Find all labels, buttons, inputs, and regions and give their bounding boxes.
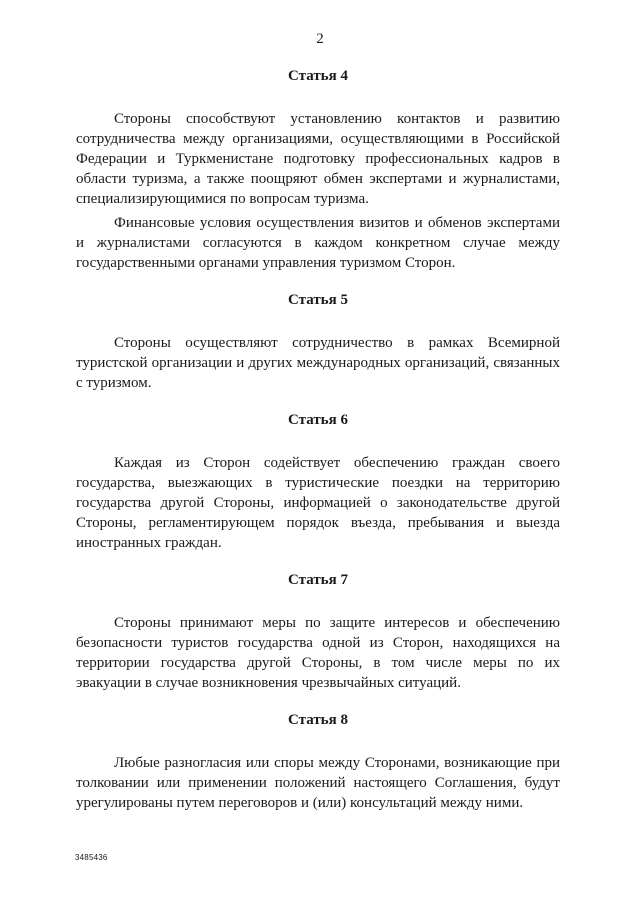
article-paragraph: Стороны способствуют установлению контактов и развитию сотрудничества между организациями, осуществляющими в Российской Федерации и Туркменистане подготовку профессиональных кадров в области туризма, а также поощряют обмен экспертами и журналистами, специализирующимися по вопросам туризма. [76,111,560,207]
page-number: 2 [316,31,324,47]
article-heading: Статья 4 [288,68,348,84]
article-5 [76,290,560,393]
article-paragraph: Любые разногласия или споры между Сторонами, возникающие при толковании или применении положений настоящего Соглашения, будут урегулированы путем переговоров и (или) консультаций между ними. [76,755,560,811]
document-code: 3485436 [75,853,108,862]
article-6 [76,410,560,553]
article-heading: Статья 6 [288,412,348,428]
article-heading: Статья 8 [288,712,348,728]
article-paragraph: Каждая из Сторон содействует обеспечению граждан своего государства, выезжающих в туристические поездки на территорию государства другой Стороны, информацией о законодательстве другой Стороны, регламентирующем порядок въезда, пребывания и выезда иностранных граждан. [76,455,560,551]
document-body [76,66,560,817]
article-paragraph: Стороны принимают меры по защите интересов и обеспечению безопасности туристов государства одной из Сторон, находящихся на территории государства другой Стороны, в том числе меры по их эвакуации в случае возникновения чрезвычайных ситуаций. [76,615,560,691]
article-4 [76,66,560,273]
article-paragraph: Финансовые условия осуществления визитов и обменов экспертами и журналистами согласуются в каждом конкретном случае между государственными органами управления туризмом Сторон. [76,215,560,271]
article-7 [76,570,560,693]
article-heading: Статья 7 [288,572,348,588]
article-paragraph: Стороны осуществляют сотрудничество в рамках Всемирной туристской организации и других международных организаций, связанных с туризмом. [76,335,560,391]
article-heading: Статья 5 [288,292,348,308]
article-8 [76,710,560,813]
